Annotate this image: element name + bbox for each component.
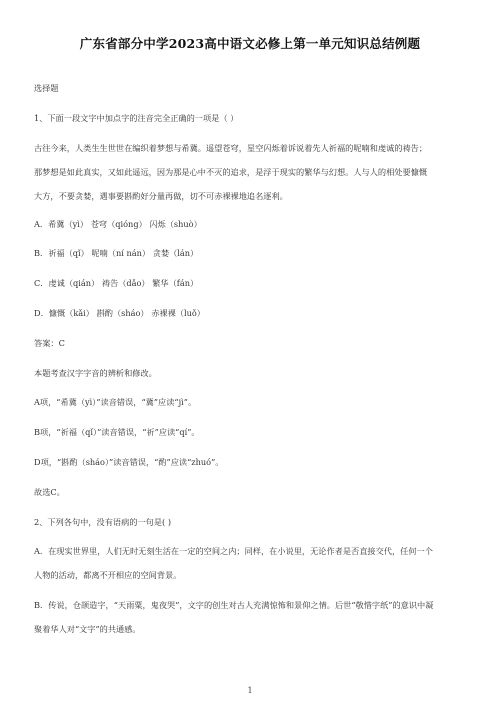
- option-b: B．传说，仓颉造字，“天雨粟，鬼夜哭”，文字的创生对古人充满惊怖和景仰之情。后世“敬惜字纸”的意识中凝: [34, 600, 434, 610]
- option-b-continued: 聚着华人对“文字”的共通感。: [34, 624, 141, 634]
- option-a: A．希冀（yì） 苍穹（qióng） 闪烁（shuò）: [34, 219, 202, 229]
- option-c: C．虔诚（qián） 祷告（dǎo） 繁华（fán）: [34, 278, 199, 288]
- option-a-continued: 人物的活动，都离不开相应的空间背景。: [34, 570, 182, 580]
- analysis-line: 故选C。: [34, 487, 65, 497]
- section-heading: 选择题: [34, 83, 59, 93]
- option-d: D．慷慨（kǎi） 斟酌（sháo） 赤裸裸（luǒ）: [34, 308, 205, 318]
- passage-line: 大方，不要贪婪，遇事要斟酌好分量再做，切不可赤裸裸地追名逐利。: [34, 191, 288, 201]
- page-title: 广东省部分中学2023高中语文必修上第一单元知识总结例题: [79, 36, 421, 51]
- option-b: B．祈福（qǐ） 呢喃（ní nán） 贪婪（lán）: [34, 248, 199, 258]
- analysis-line: B项，“祈福（qǐ）”读音错误，“祈”应读“qí”。: [34, 427, 200, 437]
- page-number: 1: [247, 686, 253, 695]
- analysis-line: A项，“希冀（yì）”读音错误，“冀”应读“jì”。: [34, 397, 197, 407]
- answer: 答案：C: [34, 338, 65, 348]
- option-a: A．在现实世界里，人们无时无刻生活在一定的空间之内；同样，在小说里，无论作者是否直接交代，任何一个: [34, 546, 433, 556]
- question-1-stem: 1、下面一段文字中加点字的注音完全正确的一项是（ ）: [34, 113, 239, 123]
- passage-line: 古往今来，人类生生世世在编织着梦想与希冀。遥望苍穹，星空闪烁着诉说着先人祈福的呢喃和虔诚的祷告；: [34, 143, 428, 153]
- question-2-stem: 2、下列各句中，没有语病的一句是( ): [34, 517, 172, 527]
- analysis-line: D项，“斟酌（sháo）”读音错误，“酌”应读“zhuó”。: [34, 457, 224, 467]
- analysis-line: 本题考查汉字字音的辨析和修改。: [34, 368, 157, 378]
- passage-line: 那梦想是如此真实，又如此遥远，因为那是心中不灭的追求，是浮于现实的繁华与幻想。人与人的相处要慷慨: [34, 167, 428, 177]
